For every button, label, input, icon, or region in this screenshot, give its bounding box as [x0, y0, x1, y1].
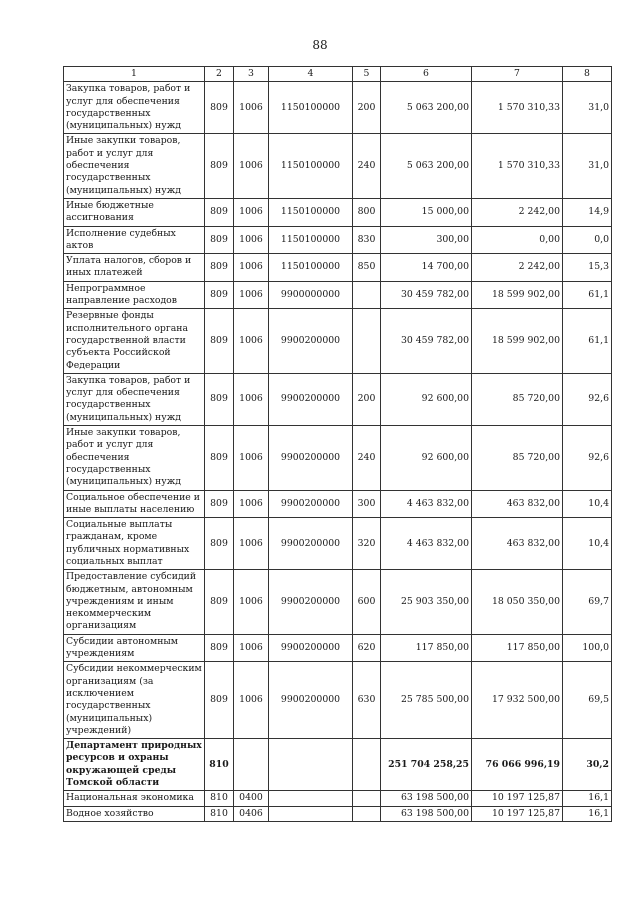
expense-type-cell: 200: [353, 373, 381, 425]
expense-type-cell: 850: [353, 254, 381, 282]
table-row: [64, 570, 612, 634]
column-header: 8: [563, 67, 612, 82]
grbs-code-cell: 809: [205, 570, 234, 634]
table-row: [64, 309, 612, 373]
section-code-cell: 1006: [234, 134, 269, 198]
target-article-cell: [269, 739, 353, 791]
percent-cell: 31,0: [563, 82, 612, 134]
grbs-code-cell: 809: [205, 226, 234, 254]
target-article-cell: 1150100000: [269, 82, 353, 134]
section-code-cell: 1006: [234, 254, 269, 282]
percent-cell: 14,9: [563, 198, 612, 226]
grbs-code-cell: 810: [205, 791, 234, 806]
table-row: [64, 198, 612, 226]
planned-amount-cell: 15 000,00: [381, 198, 472, 226]
grbs-code-cell: 809: [205, 309, 234, 373]
planned-amount-cell: 300,00: [381, 226, 472, 254]
planned-amount-cell: 14 700,00: [381, 254, 472, 282]
expense-type-cell: [353, 281, 381, 309]
table-row: [64, 373, 612, 425]
expense-type-cell: 600: [353, 570, 381, 634]
planned-amount-cell: 63 198 500,00: [381, 791, 472, 806]
percent-cell: 61,1: [563, 309, 612, 373]
target-article-cell: [269, 806, 353, 821]
percent-cell: 0,0: [563, 226, 612, 254]
grbs-code-cell: 809: [205, 490, 234, 518]
row-name-cell: Водное хозяйство: [64, 806, 205, 821]
target-article-cell: 1150100000: [269, 226, 353, 254]
percent-cell: 31,0: [563, 134, 612, 198]
percent-cell: 10,4: [563, 490, 612, 518]
section-code-cell: 1006: [234, 662, 269, 739]
target-article-cell: 1150100000: [269, 254, 353, 282]
column-header: 2: [205, 67, 234, 82]
row-name-cell: Иные бюджетные ассигнования: [64, 198, 205, 226]
grbs-code-cell: 809: [205, 426, 234, 490]
grbs-code-cell: 809: [205, 198, 234, 226]
expense-type-cell: 240: [353, 426, 381, 490]
planned-amount-cell: 4 463 832,00: [381, 518, 472, 570]
target-article-cell: 9900200000: [269, 309, 353, 373]
executed-amount-cell: 76 066 996,19: [472, 739, 563, 791]
executed-amount-cell: 18 599 902,00: [472, 281, 563, 309]
page-number: 88: [312, 38, 328, 52]
expense-type-cell: [353, 806, 381, 821]
executed-amount-cell: 10 197 125,87: [472, 791, 563, 806]
column-header: 3: [234, 67, 269, 82]
planned-amount-cell: 5 063 200,00: [381, 82, 472, 134]
section-code-cell: 0400: [234, 791, 269, 806]
column-header: 5: [353, 67, 381, 82]
percent-cell: 15,3: [563, 254, 612, 282]
table-row: [64, 634, 612, 662]
executed-amount-cell: 10 197 125,87: [472, 806, 563, 821]
column-header: 4: [269, 67, 353, 82]
target-article-cell: 9900200000: [269, 426, 353, 490]
expense-type-cell: 630: [353, 662, 381, 739]
grbs-code-cell: 809: [205, 634, 234, 662]
section-code-cell: 1006: [234, 281, 269, 309]
percent-cell: 16,1: [563, 791, 612, 806]
target-article-cell: 9900200000: [269, 662, 353, 739]
expense-type-cell: 200: [353, 82, 381, 134]
executed-amount-cell: 85 720,00: [472, 373, 563, 425]
grbs-code-cell: 810: [205, 739, 234, 791]
executed-amount-cell: 117 850,00: [472, 634, 563, 662]
planned-amount-cell: 25 903 350,00: [381, 570, 472, 634]
target-article-cell: 9900200000: [269, 490, 353, 518]
planned-amount-cell: 4 463 832,00: [381, 490, 472, 518]
table-row: [64, 806, 612, 821]
table-row: [64, 490, 612, 518]
section-code-cell: 1006: [234, 226, 269, 254]
planned-amount-cell: 63 198 500,00: [381, 806, 472, 821]
target-article-cell: 9900200000: [269, 518, 353, 570]
executed-amount-cell: 2 242,00: [472, 254, 563, 282]
section-code-cell: 1006: [234, 426, 269, 490]
percent-cell: 92,6: [563, 426, 612, 490]
row-name-cell: Резервные фонды исполнительного органа государственной власти субъекта Российской Федерации: [64, 309, 205, 373]
row-name-cell: Субсидии автономным учреждениям: [64, 634, 205, 662]
expense-type-cell: 800: [353, 198, 381, 226]
grbs-code-cell: 809: [205, 254, 234, 282]
percent-cell: 69,7: [563, 570, 612, 634]
section-code-cell: [234, 739, 269, 791]
percent-cell: 100,0: [563, 634, 612, 662]
expense-type-cell: [353, 309, 381, 373]
column-header: 1: [64, 67, 205, 82]
executed-amount-cell: 463 832,00: [472, 518, 563, 570]
planned-amount-cell: 30 459 782,00: [381, 309, 472, 373]
planned-amount-cell: 117 850,00: [381, 634, 472, 662]
row-name-cell: Исполнение судебных актов: [64, 226, 205, 254]
table-row: [64, 518, 612, 570]
percent-cell: 30,2: [563, 739, 612, 791]
grbs-code-cell: 809: [205, 518, 234, 570]
grbs-code-cell: 809: [205, 281, 234, 309]
expense-type-cell: 300: [353, 490, 381, 518]
table-row: [64, 226, 612, 254]
executed-amount-cell: 2 242,00: [472, 198, 563, 226]
target-article-cell: [269, 791, 353, 806]
budget-table: [63, 66, 612, 822]
expense-type-cell: 320: [353, 518, 381, 570]
executed-amount-cell: 17 932 500,00: [472, 662, 563, 739]
section-code-cell: 1006: [234, 82, 269, 134]
expense-type-cell: 830: [353, 226, 381, 254]
table-row: [64, 791, 612, 806]
target-article-cell: 9900000000: [269, 281, 353, 309]
section-code-cell: 1006: [234, 309, 269, 373]
row-name-cell: Социальные выплаты гражданам, кроме публичных нормативных социальных выплат: [64, 518, 205, 570]
row-name-cell: Департамент природных ресурсов и охраны окружающей среды Томской области: [64, 739, 205, 791]
target-article-cell: 1150100000: [269, 198, 353, 226]
planned-amount-cell: 251 704 258,25: [381, 739, 472, 791]
target-article-cell: 1150100000: [269, 134, 353, 198]
percent-cell: 92,6: [563, 373, 612, 425]
column-header: 7: [472, 67, 563, 82]
grbs-code-cell: 809: [205, 134, 234, 198]
row-name-cell: Уплата налогов, сборов и иных платежей: [64, 254, 205, 282]
executed-amount-cell: 18 050 350,00: [472, 570, 563, 634]
section-code-cell: 1006: [234, 490, 269, 518]
table-row: [64, 281, 612, 309]
table-row: [64, 134, 612, 198]
section-code-cell: 0406: [234, 806, 269, 821]
section-code-cell: 1006: [234, 198, 269, 226]
expense-type-cell: [353, 791, 381, 806]
percent-cell: 69,5: [563, 662, 612, 739]
row-name-cell: Социальное обеспечение и иные выплаты населению: [64, 490, 205, 518]
table-row: [64, 739, 612, 791]
expense-type-cell: [353, 739, 381, 791]
row-name-cell: Предоставление субсидий бюджетным, автономным учреждениям и иным некоммерческим организациям: [64, 570, 205, 634]
grbs-code-cell: 809: [205, 662, 234, 739]
planned-amount-cell: 25 785 500,00: [381, 662, 472, 739]
planned-amount-cell: 92 600,00: [381, 373, 472, 425]
table-row: [64, 426, 612, 490]
expense-type-cell: 240: [353, 134, 381, 198]
row-name-cell: Субсидии некоммерческим организациям (за исключением государственных (муниципальных) учреждений): [64, 662, 205, 739]
executed-amount-cell: 0,00: [472, 226, 563, 254]
expense-type-cell: 620: [353, 634, 381, 662]
grbs-code-cell: 809: [205, 373, 234, 425]
percent-cell: 16,1: [563, 806, 612, 821]
grbs-code-cell: 810: [205, 806, 234, 821]
section-code-cell: 1006: [234, 570, 269, 634]
row-name-cell: Непрограммное направление расходов: [64, 281, 205, 309]
planned-amount-cell: 5 063 200,00: [381, 134, 472, 198]
executed-amount-cell: 85 720,00: [472, 426, 563, 490]
planned-amount-cell: 92 600,00: [381, 426, 472, 490]
target-article-cell: 9900200000: [269, 373, 353, 425]
percent-cell: 10,4: [563, 518, 612, 570]
executed-amount-cell: 463 832,00: [472, 490, 563, 518]
table-row: [64, 82, 612, 134]
grbs-code-cell: 809: [205, 82, 234, 134]
row-name-cell: Закупка товаров, работ и услуг для обеспечения государственных (муниципальных) нужд: [64, 82, 205, 134]
table-row: [64, 662, 612, 739]
section-code-cell: 1006: [234, 518, 269, 570]
percent-cell: 61,1: [563, 281, 612, 309]
column-number-row: [64, 67, 612, 82]
row-name-cell: Национальная экономика: [64, 791, 205, 806]
section-code-cell: 1006: [234, 634, 269, 662]
table-row: [64, 254, 612, 282]
row-name-cell: Иные закупки товаров, работ и услуг для обеспечения государственных (муниципальных) нужд: [64, 134, 205, 198]
executed-amount-cell: 1 570 310,33: [472, 82, 563, 134]
planned-amount-cell: 30 459 782,00: [381, 281, 472, 309]
target-article-cell: 9900200000: [269, 634, 353, 662]
executed-amount-cell: 18 599 902,00: [472, 309, 563, 373]
column-header: 6: [381, 67, 472, 82]
executed-amount-cell: 1 570 310,33: [472, 134, 563, 198]
section-code-cell: 1006: [234, 373, 269, 425]
row-name-cell: Закупка товаров, работ и услуг для обеспечения государственных (муниципальных) нужд: [64, 373, 205, 425]
row-name-cell: Иные закупки товаров, работ и услуг для обеспечения государственных (муниципальных) нужд: [64, 426, 205, 490]
target-article-cell: 9900200000: [269, 570, 353, 634]
